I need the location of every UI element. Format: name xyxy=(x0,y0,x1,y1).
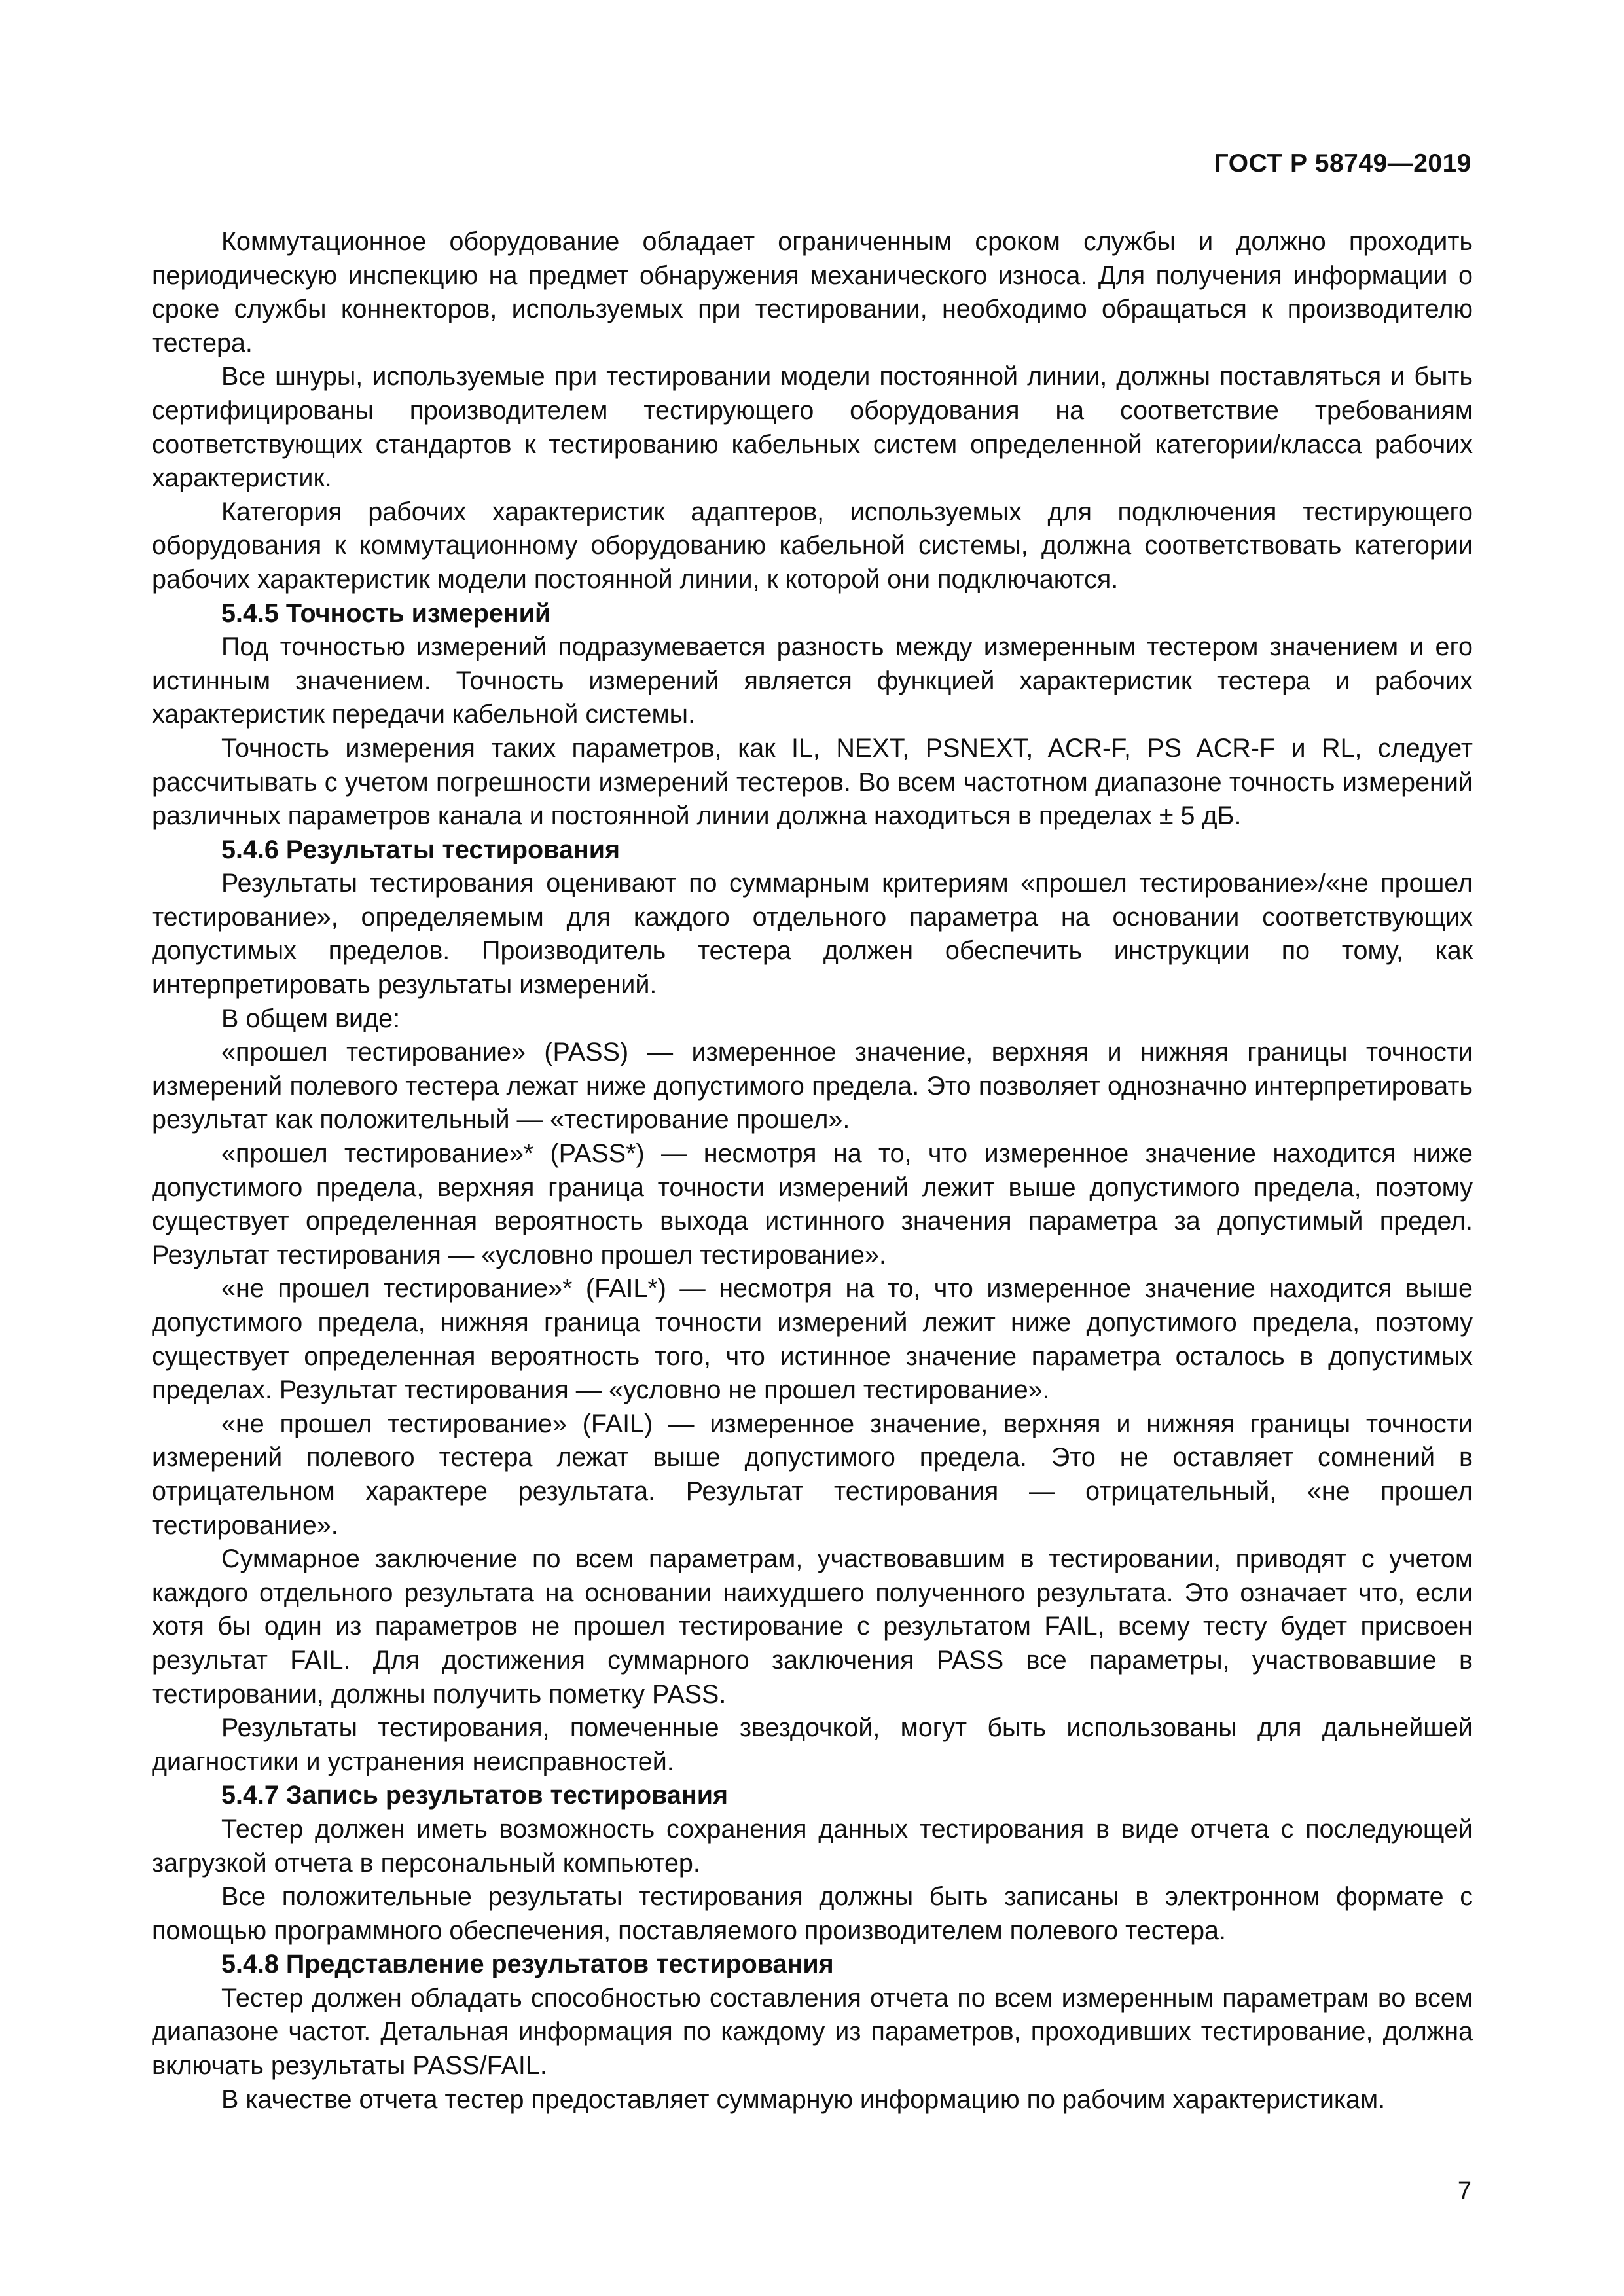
section-heading-5-4-6: 5.4.6 Результаты тестирования xyxy=(221,835,621,864)
paragraph: Тестер должен иметь возможность сохранения данных тестирования в виде отчета с последующей загрузкой отчета в персональный компьютер. xyxy=(152,1814,1473,1878)
paragraph-pass-star: «прошел тестирование»* (PASS*) — несмотря на то, что измеренное значение находится ниже допустимого предела, верхняя граница точности измерений лежит выше допустимого предела, поэтому существует определенная вероятность выхода истинного значения параметра за допустимый предел. Результат тестирования — «условно прошел тестирование». xyxy=(152,1139,1473,1269)
paragraph: В общем виде: xyxy=(221,1004,401,1033)
section-heading-5-4-5: 5.4.5 Точность измерений xyxy=(221,598,551,628)
page-number: 7 xyxy=(1457,2178,1471,2205)
paragraph: Суммарное заключение по всем параметрам, участвовавшим в тестировании, приводят с учетом каждого отдельного результата на основании наихудшего полученного результата. Это означает что, если хотя бы один из параметров не прошел тестирование с результатом FAIL, всему тесту будет присвоен результат FAIL. Для достижения суммарного заключения PASS все параметры, участвовавшие в тестировании, должны получить пометку PASS. xyxy=(152,1544,1473,1709)
document-body xyxy=(152,225,1473,2117)
paragraph: В качестве отчета тестер предоставляет суммарную информацию по рабочим характеристикам. xyxy=(221,2085,1386,2114)
paragraph: Коммутационное оборудование обладает ограниченным сроком службы и должно проходить периодическую инспекцию на предмет обнаружения механического износа. Для получения информации о сроке службы коннекторов, используемых при тестировании, необходимо обращаться к производителю тестера. xyxy=(152,227,1473,357)
paragraph-fail-star: «не прошел тестирование»* (FAIL*) — несмотря на то, что измеренное значение находится выше допустимого предела, нижняя граница точности измерений лежит ниже допустимого предела, поэтому существует определенная вероятность того, что истинное значение параметра осталось в допустимых пределах. Результат тестирования — «условно не прошел тестирование». xyxy=(152,1274,1473,1405)
paragraph: Под точностью измерений подразумевается разность между измеренным тестером значением и его истинным значением. Точность измерений является функцией характеристик тестера и рабочих характеристик передачи кабельной системы. xyxy=(152,632,1473,729)
document-code-header: ГОСТ Р 58749—2019 xyxy=(1214,149,1471,177)
paragraph: Результаты тестирования оценивают по суммарным критериям «прошел тестирование»/«не прошел тестирование», определяемым для каждого отдельного параметра на основании соответствующих допустимых пределов. Производитель тестера должен обеспечить инструкции по тому, как интерпретировать результаты измерений. xyxy=(152,869,1473,1000)
section-heading-5-4-7: 5.4.7 Запись результатов тестирования xyxy=(221,1781,729,1810)
paragraph: Все шнуры, используемые при тестировании модели постоянной линии, должны поставляться и быть сертифицированы производителем тестирующего оборудования на соответствие требованиям соответствующих стандартов к тестированию кабельных систем определенной категории/класса рабочих характеристик. xyxy=(152,362,1473,493)
paragraph: Результаты тестирования, помеченные звездочкой, могут быть использованы для дальнейшей диагностики и устранения неисправностей. xyxy=(152,1713,1473,1776)
paragraph: Тестер должен обладать способностью составления отчета по всем измеренным параметрам во всем диапазоне частот. Детальная информация по каждому из параметров, проходивших тестирование, должна включать результаты PASS/FAIL. xyxy=(152,1983,1473,2081)
paragraph-pass: «прошел тестирование» (PASS) — измеренное значение, верхняя и нижняя границы точности измерений полевого тестера лежат ниже допустимого предела. Это позволяет однозначно интерпретировать результат как положительный — «тестирование прошел». xyxy=(152,1038,1473,1135)
paragraph-fail: «не прошел тестирование» (FAIL) — измеренное значение, верхняя и нижняя границы точности измерений полевого тестера лежат выше допустимого предела. Это не оставляет сомнений в отрицательном характере результата. Результат тестирования — отрицательный, «не прошел тестирование». xyxy=(152,1409,1473,1540)
paragraph: Категория рабочих характеристик адаптеров, используемых для подключения тестирующего оборудования к коммутационному оборудованию кабельной системы, должна соответствовать категории рабочих характеристик модели постоянной линии, к которой они подключаются. xyxy=(152,497,1473,594)
paragraph: Точность измерения таких параметров, как IL, NEXT, PSNEXT, ACR-F, PS ACR-F и RL, следует рассчитывать с учетом погрешности измерений тестеров. Во всем частотном диапазоне точность измерений различных параметров канала и постоянной линии должна находиться в пределах ± 5 дБ. xyxy=(152,733,1473,831)
paragraph: Все положительные результаты тестирования должны быть записаны в электронном формате с помощью программного обеспечения, поставляемого производителем полевого тестера. xyxy=(152,1882,1473,1945)
section-heading-5-4-8: 5.4.8 Представление результатов тестирования xyxy=(221,1950,834,1979)
